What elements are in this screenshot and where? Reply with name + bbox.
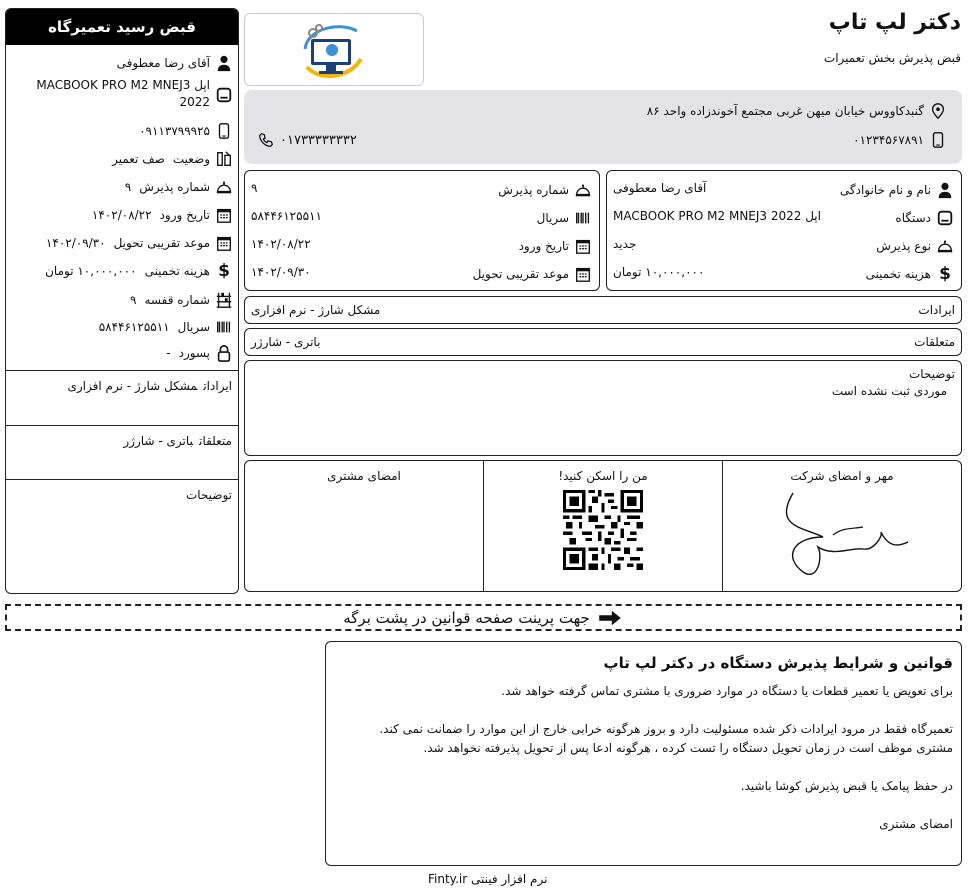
reception-value: ۹ [251, 181, 258, 195]
company-signature [763, 487, 923, 587]
stub-phone: ۰۹۱۱۳۷۹۹۹۲۵ [139, 124, 210, 138]
receipt-stub [5, 8, 239, 594]
shelf-icon [214, 290, 234, 310]
accessories-label: متعلقات [914, 335, 955, 349]
dollar-icon: $ [939, 264, 951, 284]
barcode-icon [214, 317, 234, 337]
qr-caption: من را اسکن کنید! [558, 469, 648, 483]
issues-label: ایرادات [918, 303, 955, 317]
terms-line: مشتری موظف است در زمان تحویل دستگاه را تست کرده ، هرگونه ادعا پس از تحویل پذیرفته نخواهد شد. [423, 741, 953, 755]
mobile-phone-icon [928, 130, 948, 150]
shop-phone: ۰۱۷۳۳۳۳۳۳۳۲ [280, 132, 357, 148]
qr-cell [483, 461, 722, 591]
admission-info-box [244, 170, 600, 291]
issues-value: مشکل شارژ - نرم افزاری [251, 303, 381, 317]
stub-accessories-label: متعلقات [199, 434, 232, 448]
service-bell-icon [214, 177, 234, 197]
address-bar [244, 90, 962, 164]
company-signature-cell [722, 461, 961, 591]
stub-status-value: صف تعمیر [112, 152, 165, 166]
stub-reception-label: شماره پذیرش [139, 180, 210, 194]
stub-shelf-value: ۹ [130, 293, 137, 307]
customer-name-value: آقای رضا معطوفی [613, 181, 707, 195]
delivery-date-value: ۱۴۰۲/۰۹/۳۰ [251, 265, 311, 279]
device-value: اپل MACBOOK PRO M2 MNEJ3 2022 [613, 209, 821, 223]
stub-accessories-section [6, 425, 238, 479]
user-icon [214, 53, 234, 73]
stub-customer-row [113, 53, 234, 73]
notes-label: توضیحات [908, 367, 955, 381]
stub-shelf-label: شماره قفسه [144, 293, 210, 307]
location-pin-icon [928, 101, 948, 121]
service-bell-icon [935, 236, 955, 256]
terms-line: در حفظ پیامک یا قبض پذیرش کوشا باشید. [740, 779, 953, 793]
stub-customer-name: آقای رضا معطوفی [116, 56, 210, 70]
stub-serial-value: ۵۸۴۴۶۱۲۵۵۱۱ [98, 320, 170, 334]
device-icon [214, 85, 234, 105]
stub-accessories-value: باتری - شارژر [123, 434, 194, 448]
stub-issues-value: مشکل شارژ - نرم افزاری [67, 379, 198, 393]
entry-date-value: ۱۴۰۲/۰۸/۲۲ [251, 237, 311, 251]
accessories-strip [244, 328, 962, 356]
stub-cost-label: هزینه تخمینی [144, 264, 210, 278]
stub-cost-row [41, 261, 234, 281]
customer-info-box [606, 170, 962, 291]
mobile-phone-icon [214, 121, 234, 141]
estimated-cost-value: ۱۰,۰۰۰,۰۰۰ تومان [613, 265, 705, 279]
stub-status-row [108, 149, 234, 169]
stub-password-value: - [166, 346, 171, 360]
stub-password-row [162, 343, 234, 363]
stub-issues-label: ایرادات [203, 379, 232, 393]
dollar-icon: $ [218, 261, 230, 281]
company-signature-caption: مهر و امضای شرکت [790, 469, 894, 483]
stub-device: اپل MACBOOK PRO M2 MNEJ3 2022 [36, 78, 210, 109]
user-icon [935, 180, 955, 200]
stub-shelf-row [126, 290, 234, 310]
device-icon [935, 208, 955, 228]
mobile-row [849, 130, 948, 150]
stub-delivery-value: ۱۴۰۲/۰۹/۳۰ [45, 236, 106, 250]
terms-title: قوانین و شرایط پذیرش دستگاه در دکتر لپ تاپ [603, 654, 953, 672]
customer-name-label: نام و نام خانوادگی [839, 183, 931, 197]
terms-line: تعمیرگاه فقط در مرود ایرادات ذکر شده مسئولیت دارد و بروز هرگونه خرابی خارج از این موارد را ضمانت نمی کند. [379, 722, 953, 736]
qr-code[interactable] [563, 490, 643, 570]
stub-entry-label: تاریخ ورود [159, 208, 210, 222]
calendar-icon [214, 205, 234, 225]
address-row [643, 101, 948, 121]
shop-mobile: ۰۱۲۳۴۵۶۷۸۹۱ [853, 133, 924, 147]
admission-type-value: جدید [613, 237, 637, 251]
stub-reception-row [121, 177, 234, 197]
phone-row [256, 130, 361, 150]
stub-serial-label: سریال [177, 320, 210, 334]
entry-date-row [515, 236, 593, 256]
barcode-icon [573, 208, 593, 228]
reception-label: شماره پذیرش [498, 183, 569, 197]
notes-value: موردی ثبت نشده است [831, 384, 947, 398]
stub-cost-value: ۱۰,۰۰۰,۰۰۰ تومان [45, 264, 137, 278]
device-label: دستگاه [895, 211, 931, 225]
customer-name-row [836, 180, 955, 200]
stub-device-row [12, 77, 234, 111]
customer-signature-cell [245, 461, 483, 591]
entry-date-label: تاریخ ورود [518, 239, 569, 253]
serial-label: سریال [536, 211, 569, 225]
delivery-date-row [469, 264, 593, 284]
terms-signature-line: امضای مشتری [879, 817, 953, 831]
print-notice-bar [5, 604, 962, 631]
shop-subtitle: قبض پذیرش بخش تعمیرات [823, 51, 961, 65]
issues-strip [244, 296, 962, 324]
calendar-icon [573, 236, 593, 256]
accessories-value: باتری - شارژر [251, 335, 321, 349]
estimated-cost-label: هزینه تخمینی [865, 267, 931, 281]
admission-type-label: نوع پذیرش [876, 239, 931, 253]
stub-serial-row [95, 317, 234, 337]
signature-box [244, 460, 962, 592]
device-row [891, 208, 955, 228]
stub-delivery-label: موعد تقریبی تحویل [113, 236, 210, 250]
customer-signature-caption: امضای مشتری [327, 469, 401, 483]
shop-address: گنبدکاووس خیابان میهن غربی مجتمع آخوندزاده واحد ۸۶ [646, 104, 924, 118]
stub-entry-value: ۱۴۰۲/۰۸/۲۲ [91, 208, 152, 222]
stub-reception-value: ۹ [124, 180, 132, 194]
arrow-right-icon [596, 608, 624, 628]
stub-delivery-row [42, 233, 234, 253]
calendar-icon [573, 264, 593, 284]
stub-entry-row [88, 205, 234, 225]
calendar-icon [214, 233, 234, 253]
service-bell-icon [573, 180, 593, 200]
stub-phone-row [135, 121, 234, 141]
print-notice-text: جهت پرینت صفحه قوانین در پشت برگه [343, 608, 590, 627]
admission-type-row [872, 236, 955, 256]
estimated-cost-row [862, 264, 955, 284]
footer-credit[interactable]: نرم افزار فینتی Finty.ir [428, 872, 548, 886]
reception-row [494, 180, 593, 200]
stub-password-label: پسورد [178, 346, 210, 360]
stub-notes-label: توضیحات [185, 488, 232, 502]
stub-issues-section [6, 370, 238, 425]
shop-logo [244, 13, 424, 86]
terms-line: برای تعویض یا تعمیر قطعات یا دستگاه در موارد ضروری با مشتری تماس گرفته خواهد شد. [501, 684, 953, 698]
stub-header: قبض رسید تعمیرگاه [6, 9, 238, 45]
delivery-date-label: موعد تقریبی تحویل [472, 267, 569, 281]
terms-box [325, 641, 962, 866]
stub-status-label: وضعیت [172, 152, 210, 166]
stub-notes-section [6, 479, 238, 593]
serial-row [533, 208, 593, 228]
tools-icon [214, 149, 234, 169]
lock-icon [214, 343, 234, 363]
shop-title: دکتر لپ تاپ [828, 10, 961, 35]
phone-icon [256, 130, 276, 150]
notes-box [244, 360, 962, 456]
serial-value: ۵۸۴۴۶۱۲۵۵۱۱ [251, 209, 322, 223]
